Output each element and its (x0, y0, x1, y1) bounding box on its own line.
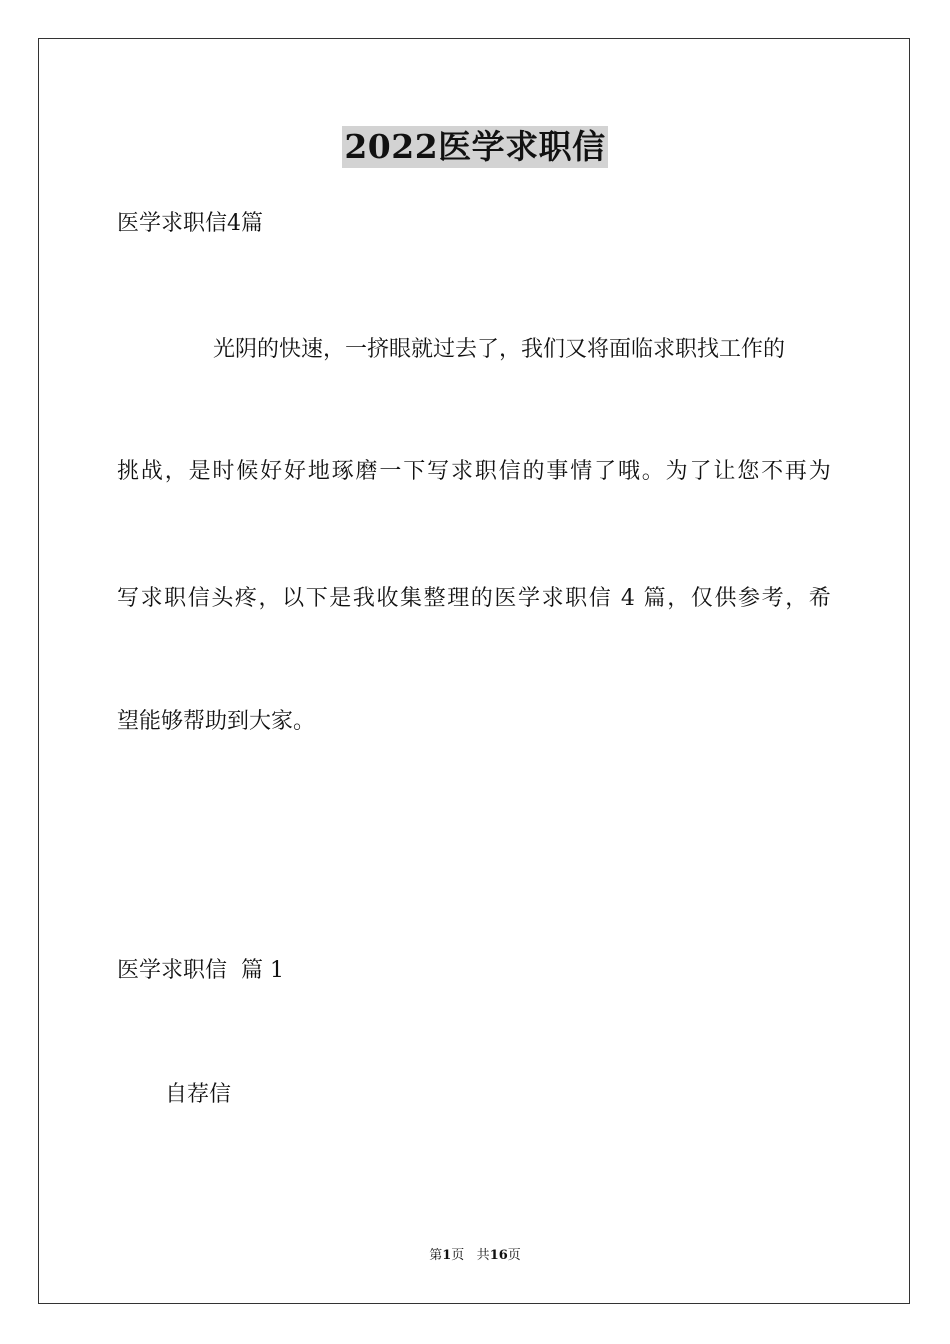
section-subheading: 自荐信 (165, 1082, 232, 1107)
footer-prefix: 第 (429, 1248, 443, 1263)
intro-line-4: 望能够帮助到大家。 (117, 709, 316, 734)
page-footer (0, 1246, 950, 1266)
intro-line-2: 挑战，是时候好好地琢磨一下写求职信的事情了哦。为了让您不再为 (117, 459, 831, 484)
title-container (0, 126, 950, 168)
footer-total-suffix: 页 (507, 1248, 521, 1263)
document-title: 2022医学求职信 (344, 127, 606, 166)
section-heading: 医学求职信 篇 1 (117, 958, 284, 983)
footer-total-prefix: 共 (476, 1248, 490, 1263)
intro-line-1: 光阴的快速，一挤眼就过去了，我们又将面临求职找工作的 (213, 337, 786, 362)
intro-line-3: 写求职信头疼，以下是我收集整理的医学求职信 4 篇，仅供参考，希 (117, 586, 831, 611)
footer-page-suffix: 页 (451, 1248, 465, 1263)
document-subtitle: 医学求职信4篇 (117, 211, 263, 236)
footer-total-pages: 16 (489, 1248, 508, 1263)
footer-page-number: 1 (442, 1248, 452, 1263)
